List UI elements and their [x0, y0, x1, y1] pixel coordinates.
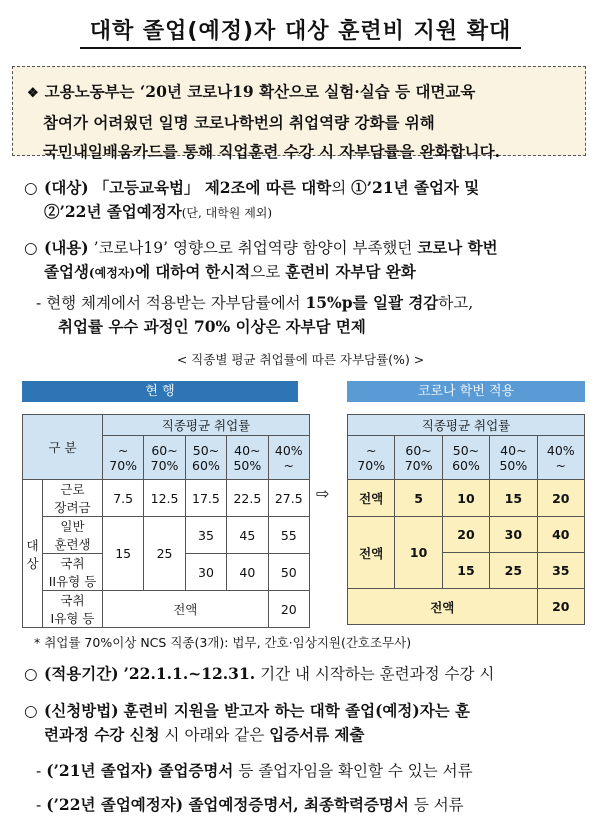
header-rate-group: 직종평균 취업률 — [348, 415, 585, 436]
cell: 40 — [227, 554, 268, 591]
header-rate-group: 직종평균 취업률 — [103, 415, 310, 436]
summary-line-1: ❖ 고용노동부는 ‘20년 코로나19 확산으로 실험·실습 등 대면교육 — [27, 82, 476, 101]
cell: 전액 — [348, 480, 395, 517]
cell: 17.5 — [185, 480, 226, 517]
row-label: 근로 장려금 — [43, 480, 103, 517]
cell: 45 — [227, 517, 268, 554]
doc-line-2: - (’22년 졸업예정자) 졸업예정증명서, 최종학력증명서 등 서류 — [36, 795, 464, 814]
cell: 10 — [442, 480, 489, 517]
table-caption: < 직종별 평균 취업률에 따른 자부담률(%) > — [176, 352, 425, 367]
summary-line-3: 국민내일배움카드를 통해 직업훈련 수강 시 자부담률을 완화합니다. — [43, 142, 501, 161]
doc-line-1: - (’21년 졸업자) 졸업증명서 등 졸업자임을 확인할 수 있는 서류 — [36, 761, 473, 780]
cell: 20 — [537, 589, 584, 625]
band-header: 40~ 50% — [490, 436, 537, 480]
circle-bullet-icon: ○ — [24, 239, 38, 257]
target-line-2: ②’22년 졸업예정자(단, 대학원 제외) — [44, 202, 273, 221]
apply-line-2: 련과정 수강 신청 시 아래와 같은 입증서류 제출 — [44, 725, 365, 744]
cell: 10 — [395, 517, 442, 589]
cell: 12.5 — [144, 480, 185, 517]
cell: 15 — [490, 480, 537, 517]
band-header: ~ 70% — [103, 436, 144, 480]
band-header: 60~ 70% — [144, 436, 185, 480]
tab-current: 현 행 — [22, 381, 298, 402]
corona-rate-table — [347, 414, 585, 625]
cell: 30 — [185, 554, 226, 591]
cell: 전액 — [103, 591, 269, 628]
period-line: ○ (적용기간) ’22.1.1.~12.31. 기간 내 시작하는 훈련과정 수강 시 — [24, 662, 587, 686]
band-header: 40~ 50% — [227, 436, 268, 480]
cell: 22.5 — [227, 480, 268, 517]
cell: 20 — [537, 480, 584, 517]
row-label: 일반 훈련생 — [43, 517, 103, 554]
header-gubun: 구 분 — [23, 415, 103, 480]
diamond-bullet-icon: ❖ — [27, 86, 39, 101]
cell: 50 — [268, 554, 309, 591]
target-line-1: ○ (대상) 「고등교육법」 제2조에 따른 대학의 ①’21년 졸업자 및 — [24, 176, 587, 200]
cell: 전액 — [348, 517, 395, 589]
cell: 27.5 — [268, 480, 309, 517]
cell: 35 — [537, 553, 584, 589]
cell: 5 — [395, 480, 442, 517]
band-header: 40% ~ — [268, 436, 309, 480]
cell: 25 — [490, 553, 537, 589]
band-header: 50~ 60% — [185, 436, 226, 480]
cell: 40 — [537, 517, 584, 553]
cell: 전액 — [348, 589, 538, 625]
footnote: * 취업률 70%이상 NCS 직종(3개): 법무, 간호·임상지원(간호조무사) — [34, 635, 412, 650]
cell: 25 — [144, 517, 185, 591]
cell: 7.5 — [103, 480, 144, 517]
arrow-right-icon: ⇨ — [316, 484, 330, 503]
cell: 30 — [490, 517, 537, 553]
cell: 15 — [442, 553, 489, 589]
apply-line-1: ○ (신청방법) 훈련비 지원을 받고자 하는 대학 졸업(예정)자는 훈 — [24, 699, 587, 723]
current-rate-table — [22, 414, 310, 628]
band-header: 60~ 70% — [395, 436, 442, 480]
cell: 20 — [268, 591, 309, 628]
row-label: 국취 II유형 등 — [43, 554, 103, 591]
circle-bullet-icon: ○ — [24, 702, 38, 720]
content-line-2: 졸업생(예정자)에 대하여 한시적으로 훈련비 자부담 완화 — [44, 262, 416, 281]
circle-bullet-icon: ○ — [24, 179, 38, 197]
sub-line-1: - 현행 체계에서 적용받는 자부담률에서 15%p를 일괄 경감하고, — [36, 293, 474, 312]
row-label: 국취 I유형 등 — [43, 591, 103, 628]
tab-corona: 코로나 학번 적용 — [347, 381, 585, 402]
summary-line-2: 참여가 어려웠던 일명 코로나학번의 취업역량 강화를 위해 — [43, 113, 435, 132]
sub-line-2: 취업률 우수 과정인 70% 이상은 자부담 면제 — [58, 317, 366, 336]
band-header: 50~ 60% — [442, 436, 489, 480]
band-header: 40% ~ — [537, 436, 584, 480]
cell: 20 — [442, 517, 489, 553]
side-label: 대 상 — [23, 480, 43, 628]
band-header: ~ 70% — [348, 436, 395, 480]
summary-box — [12, 66, 586, 161]
cell: 35 — [185, 517, 226, 554]
cell: 15 — [103, 517, 144, 591]
page-title: 대학 졸업(예정)자 대상 훈련비 지원 확대 — [0, 14, 601, 45]
content-line-1: ○ (내용) ’코로나19’ 영향으로 취업역량 함양이 부족했던 코로나 학번 — [24, 236, 587, 260]
cell: 55 — [268, 517, 309, 554]
circle-bullet-icon: ○ — [24, 665, 38, 683]
